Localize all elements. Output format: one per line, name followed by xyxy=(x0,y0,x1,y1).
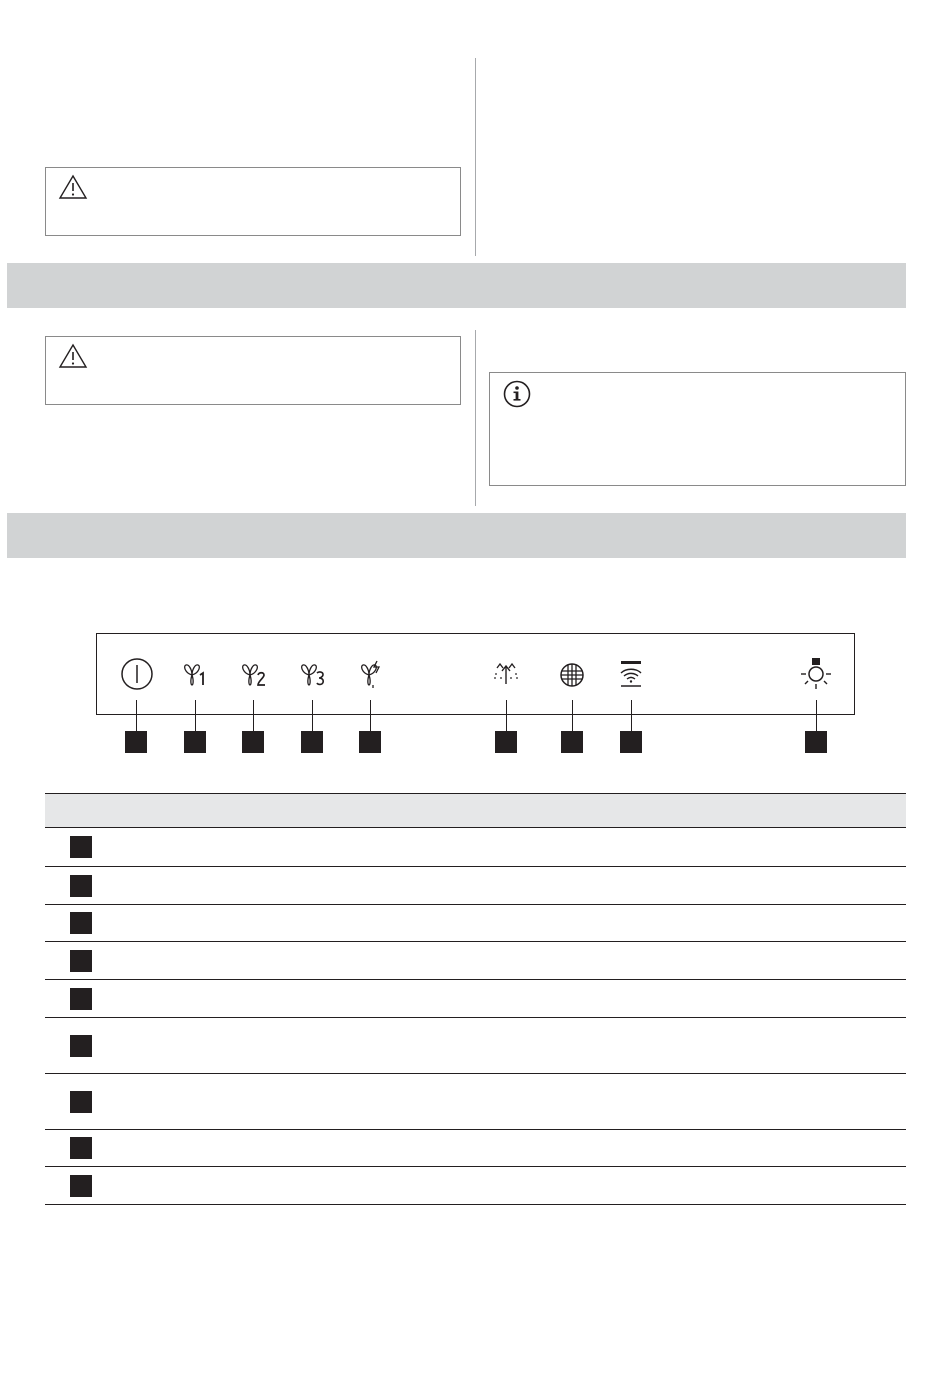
table-row xyxy=(45,1074,906,1130)
row-marker-6 xyxy=(70,1035,92,1057)
fan-speed-2-icon xyxy=(238,662,268,688)
callout-line-7 xyxy=(572,700,573,731)
callout-marker-1 xyxy=(125,731,147,753)
fan-speed-3-icon xyxy=(297,662,327,688)
table-row xyxy=(45,867,906,905)
callout-line-2 xyxy=(195,700,196,731)
fan-speed-1-icon xyxy=(180,662,210,688)
table-row xyxy=(45,828,906,867)
callout-line-6 xyxy=(506,700,507,731)
row-marker-5 xyxy=(70,988,92,1010)
callout-marker-6 xyxy=(495,731,517,753)
callout-line-5 xyxy=(370,700,371,731)
warning-box-2 xyxy=(45,336,461,405)
warning-box-1 xyxy=(45,167,461,236)
callout-marker-9 xyxy=(805,731,827,753)
callout-marker-2 xyxy=(184,731,206,753)
warning-triangle-icon xyxy=(58,174,88,200)
table-row xyxy=(45,942,906,980)
table-row xyxy=(45,1167,906,1205)
callout-marker-5 xyxy=(359,731,381,753)
light-icon xyxy=(799,656,833,692)
callout-marker-3 xyxy=(242,731,264,753)
column-divider-top xyxy=(475,58,476,256)
row-marker-9 xyxy=(70,1175,92,1197)
grease-filter-grid-icon xyxy=(558,661,586,689)
callout-marker-7 xyxy=(561,731,583,753)
callout-marker-8 xyxy=(620,731,642,753)
callout-line-1 xyxy=(136,700,137,731)
table-header xyxy=(45,793,906,828)
row-marker-2 xyxy=(70,875,92,897)
table-row xyxy=(45,1018,906,1074)
section-header-bar-2 xyxy=(7,513,906,558)
table-row xyxy=(45,1130,906,1167)
fan-boost-icon xyxy=(355,659,385,689)
row-marker-8 xyxy=(70,1137,92,1159)
wireless-hob2hood-icon xyxy=(617,659,645,689)
column-divider-middle xyxy=(475,330,476,506)
breeze-icon xyxy=(491,660,521,688)
row-marker-3 xyxy=(70,912,92,934)
row-marker-7 xyxy=(70,1091,92,1113)
row-marker-4 xyxy=(70,950,92,972)
callout-line-8 xyxy=(631,700,632,731)
section-header-bar-1 xyxy=(7,263,906,308)
table-row xyxy=(45,980,906,1018)
callout-line-9 xyxy=(816,700,817,731)
callout-marker-4 xyxy=(301,731,323,753)
callout-line-3 xyxy=(253,700,254,731)
warning-triangle-icon xyxy=(58,343,88,369)
row-marker-1 xyxy=(70,836,92,858)
callout-line-4 xyxy=(312,700,313,731)
power-icon xyxy=(120,657,154,691)
table-row xyxy=(45,905,906,942)
info-circle-icon xyxy=(502,379,532,409)
info-box xyxy=(489,372,906,486)
